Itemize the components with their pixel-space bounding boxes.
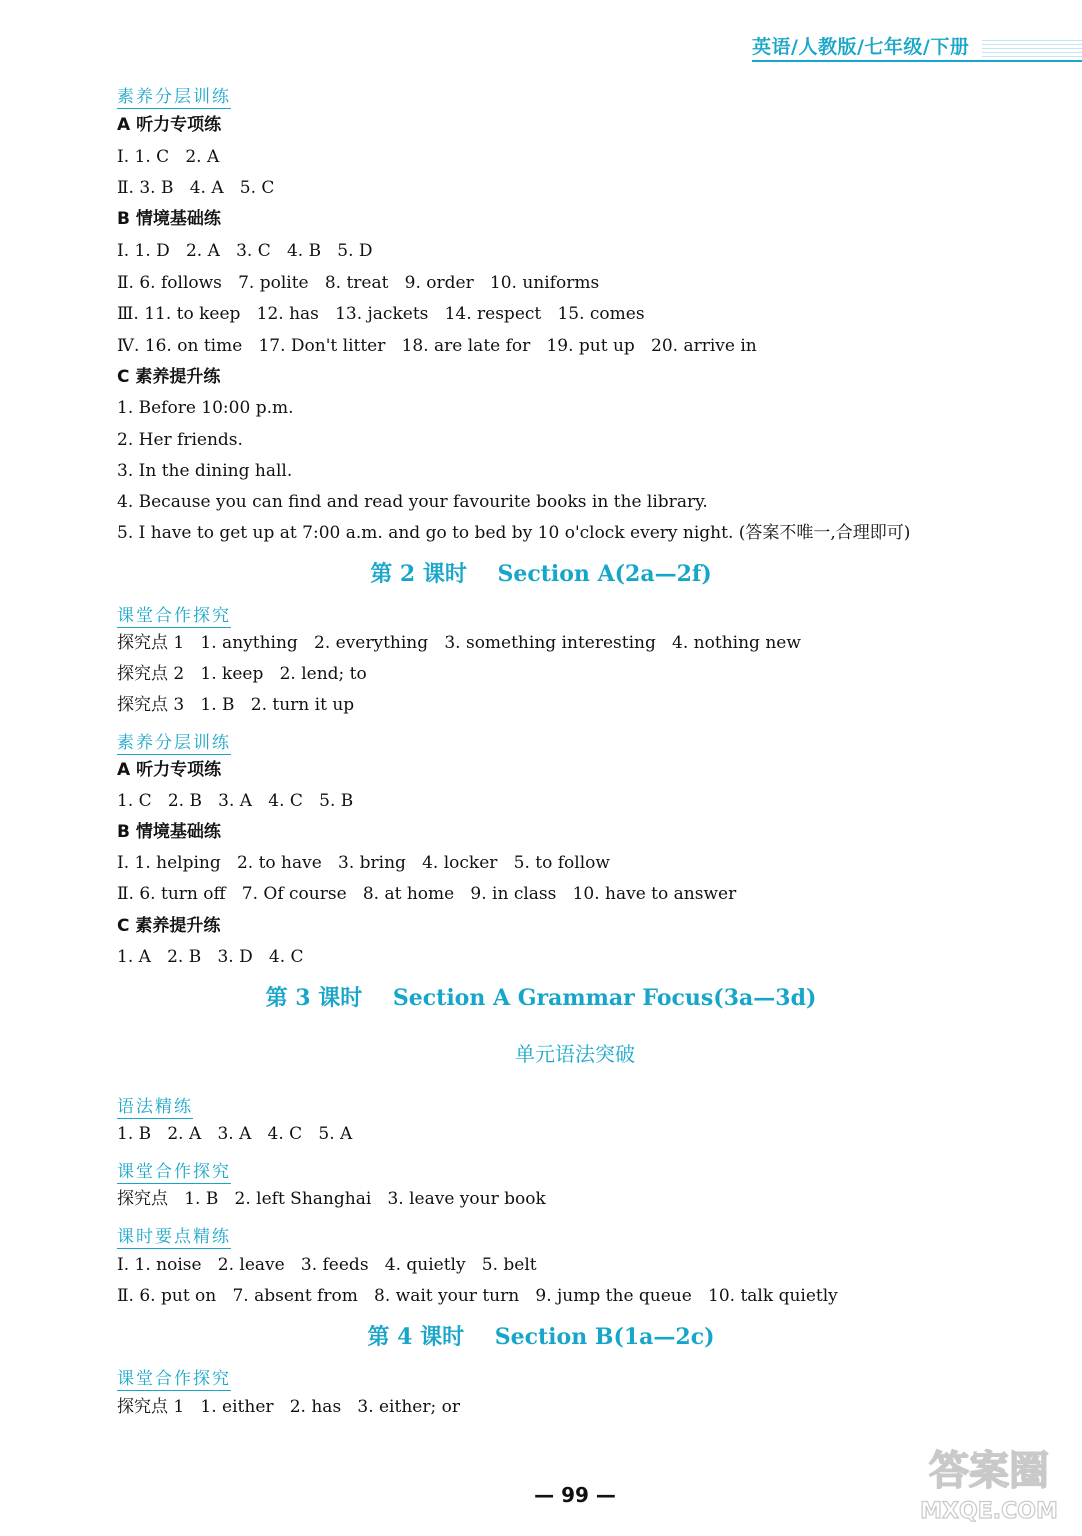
answer-line: Ⅱ. 3. B 4. A 5. C — [117, 178, 275, 198]
watermark-text: 答案圈 — [929, 1448, 1049, 1494]
subsection-heading: B 情境基础练 — [117, 209, 221, 229]
subsection-heading: C 素养提升练 — [117, 367, 221, 387]
watermark-url: MXQE.COM — [920, 1499, 1058, 1524]
answer-line: 探究点 3 1. B 2. turn it up — [117, 695, 355, 715]
answer-line: 1. C 2. B 3. A 4. C 5. B — [117, 791, 354, 811]
answer-line: Ⅰ. 1. noise 2. leave 3. feeds 4. quietly 5. belt — [117, 1255, 537, 1275]
answer-line: 3. In the dining hall. — [117, 461, 293, 481]
answer-line: 探究点 2 1. keep 2. lend; to — [117, 664, 367, 684]
answer-line: 4. Because you can find and read your favourite books in the library. — [117, 492, 708, 512]
answer-line: 5. I have to get up at 7:00 a.m. and go to bed by 10 o'clock every night. (答案不唯一,合理即可) — [117, 523, 911, 543]
section-tag: 语法精练 — [117, 1092, 193, 1119]
header-title: 英语/人教版/七年级/下册 — [752, 36, 970, 58]
section-tag: 素养分层训练 — [117, 728, 231, 755]
answer-line: Ⅰ. 1. D 2. A 3. C 4. B 5. D — [117, 241, 373, 261]
page-number: — 99 — — [534, 1483, 616, 1507]
answer-line: Ⅱ. 6. put on 7. absent from 8. wait your turn 9. jump the queue 10. talk quietly — [117, 1286, 838, 1306]
answer-line: 探究点 1 1. anything 2. everything 3. something interesting 4. nothing new — [117, 633, 801, 653]
answer-line: Ⅱ. 6. turn off 7. Of course 8. at home 9. in class 10. have to answer — [117, 884, 737, 904]
answer-line: Ⅲ. 11. to keep 12. has 13. jackets 14. respect 15. comes — [117, 304, 645, 324]
subsection-heading: A 听力专项练 — [117, 115, 222, 135]
answer-line: 2. Her friends. — [117, 430, 243, 450]
unit-subtitle: 单元语法突破 — [515, 1042, 635, 1066]
section-tag: 课堂合作探究 — [117, 1364, 231, 1391]
section-tag: 课时要点精练 — [117, 1222, 231, 1249]
answer-line: Ⅰ. 1. C 2. A — [117, 147, 220, 167]
section-tag: 课堂合作探究 — [117, 1157, 231, 1184]
answer-line: 1. Before 10:00 p.m. — [117, 398, 294, 418]
answer-line: 探究点 1. B 2. left Shanghai 3. leave your book — [117, 1189, 546, 1209]
lesson-title: 第 4 课时 Section B(1a—2c) — [367, 1324, 715, 1350]
subsection-heading: B 情境基础练 — [117, 822, 221, 842]
answer-line: 探究点 1 1. either 2. has 3. either; or — [117, 1397, 460, 1417]
lesson-title: 第 3 课时 Section A Grammar Focus(3a—3d) — [265, 985, 817, 1011]
section-tag: 课堂合作探究 — [117, 601, 231, 628]
answer-line: 1. B 2. A 3. A 4. C 5. A — [117, 1124, 353, 1144]
section-tag: 素养分层训练 — [117, 82, 231, 109]
answer-line: 1. A 2. B 3. D 4. C — [117, 947, 304, 967]
subsection-heading: C 素养提升练 — [117, 916, 221, 936]
subsection-heading: A 听力专项练 — [117, 760, 222, 780]
answer-line: Ⅰ. 1. helping 2. to have 3. bring 4. locker 5. to follow — [117, 853, 610, 873]
lesson-title: 第 2 课时 Section A(2a—2f) — [370, 561, 712, 587]
answer-line: Ⅳ. 16. on time 17. Don't litter 18. are late for 19. put up 20. arrive in — [117, 336, 757, 356]
watermark-logo — [904, 1436, 1074, 1526]
answer-line: Ⅱ. 6. follows 7. polite 8. treat 9. order 10. uniforms — [117, 273, 600, 293]
